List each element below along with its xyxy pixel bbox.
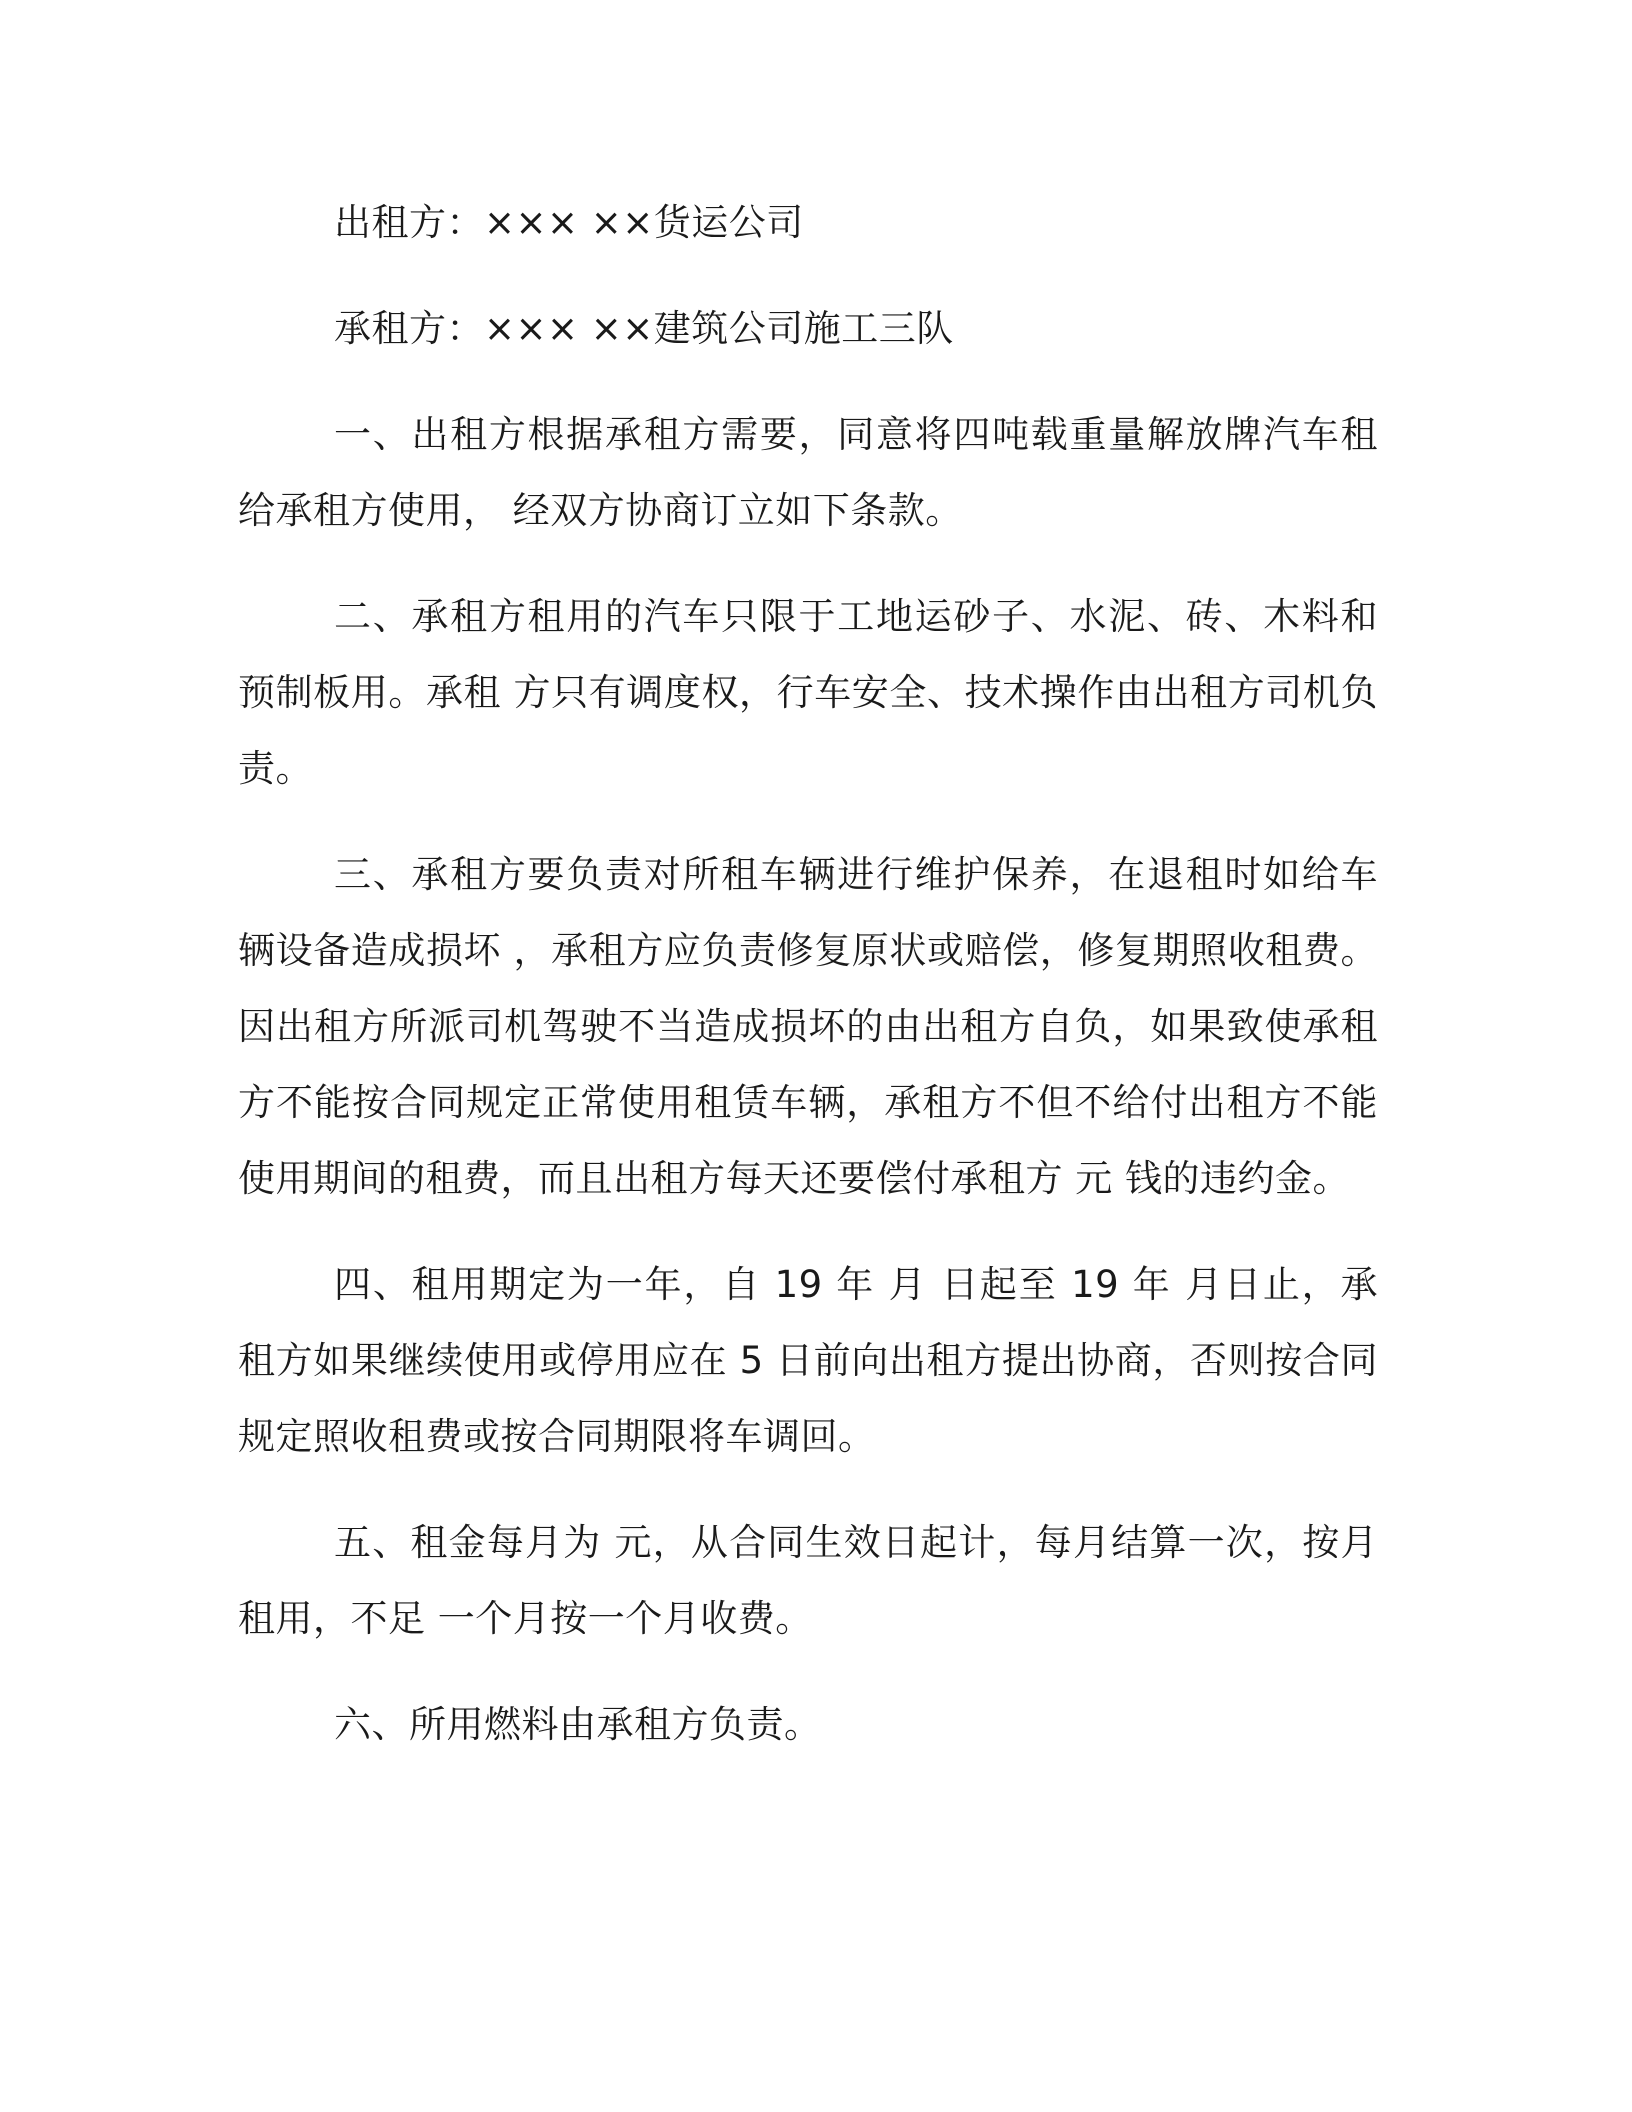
lessor-line: 出租方：××× ××货运公司 <box>334 201 804 244</box>
clause-3: 三、承租方要负责对所租车辆进行维护保养，在退租时如给车辆设备造成损坏 ，承租方应负责修复原状或赔偿，修复期照收租费。因出租方所派司机驾驶不当造成损坏的由出租方自负，如果致使承租方不能按合同规定正常使用租赁车辆，承租方不但不给付出租方不能使用期间的租费，而且出租方每天还要偿付承租方 元 钱的违约金。 <box>238 853 1378 1200</box>
clause-6: 六、所用燃料由承租方负责。 <box>334 1703 822 1746</box>
clause-4: 四、租用期定为一年，自 19 年 月 日起至 19 年 月日止，承租方如果继续使用或停用应在 5 日前向出租方提出协商，否则按合同规定照收租费或按合同期限将车调回。 <box>238 1263 1378 1458</box>
lessee-line: 承租方：××× ××建筑公司施工三队 <box>334 307 954 350</box>
document-body <box>238 185 1378 1793</box>
clause-2: 二、承租方租用的汽车只限于工地运砂子、水泥、砖、木料和预制板用。承租 方只有调度权，行车安全、技术操作由出租方司机负责。 <box>238 595 1378 790</box>
clause-1: 一、出租方根据承租方需要，同意将四吨载重量解放牌汽车租给承租方使用， 经双方协商订立如下条款。 <box>238 413 1378 532</box>
clause-5: 五、租金每月为 元，从合同生效日起计，每月结算一次，按月租用，不足 一个月按一个月收费。 <box>238 1521 1378 1640</box>
